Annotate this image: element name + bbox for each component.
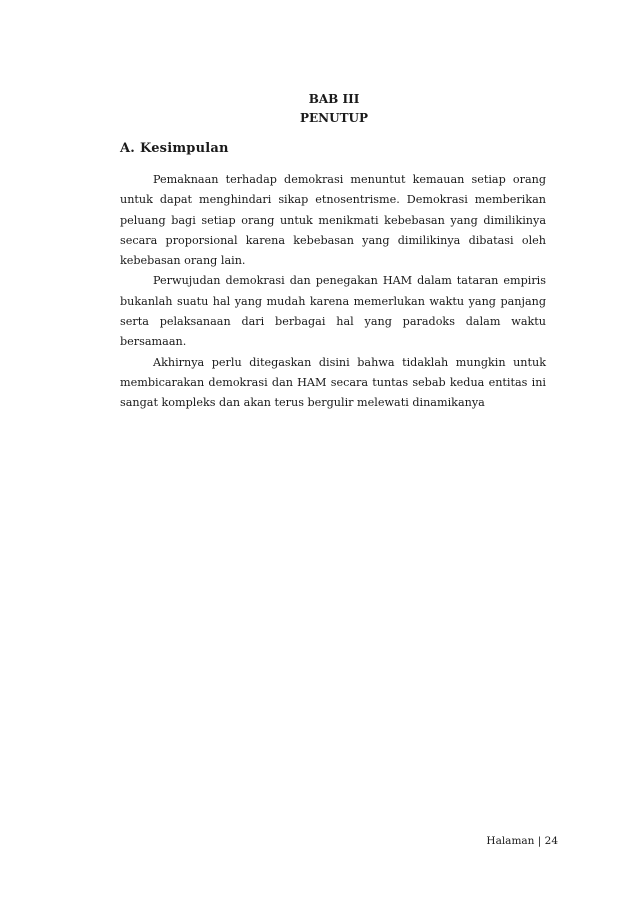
chapter-title: PENUTUP: [299, 111, 369, 125]
section-heading: [120, 141, 229, 156]
page-number-label: Halaman | 24: [486, 835, 558, 847]
body-text: [120, 170, 546, 414]
page-footer: [486, 835, 558, 847]
paragraph-2: Perwujudan demokrasi dan penegakan HAM dalam tataran empiris bukanlah suatu hal yang mudah karena memerlukan waktu yang panjang serta pelaksanaan dari berbagai hal yang paradoks dalam waktu bersamaan.: [120, 274, 546, 349]
section-number: A.: [120, 141, 136, 156]
paragraph-1: Pemaknaan terhadap demokrasi menuntut kemauan setiap orang untuk dapat menghindari sikap etnosentrisme. Demokrasi memberikan peluang bagi setiap orang untuk menikmati kebebasan yang dimilikinya secara proporsional karena kebebasan yang dimilikinya dibatasi oleh kebebasan orang lain.: [120, 173, 546, 268]
section-title: Kesimpulan: [140, 141, 229, 156]
chapter-heading: [0, 90, 638, 128]
paragraph-3: Akhirnya perlu ditegaskan disini bahwa tidaklah mungkin untuk membicarakan demokrasi dan HAM secara tuntas sebab kedua entitas ini sangat kompleks dan akan terus bergulir melewati dinamikanya: [120, 355, 546, 410]
chapter-number: BAB III: [308, 92, 360, 106]
